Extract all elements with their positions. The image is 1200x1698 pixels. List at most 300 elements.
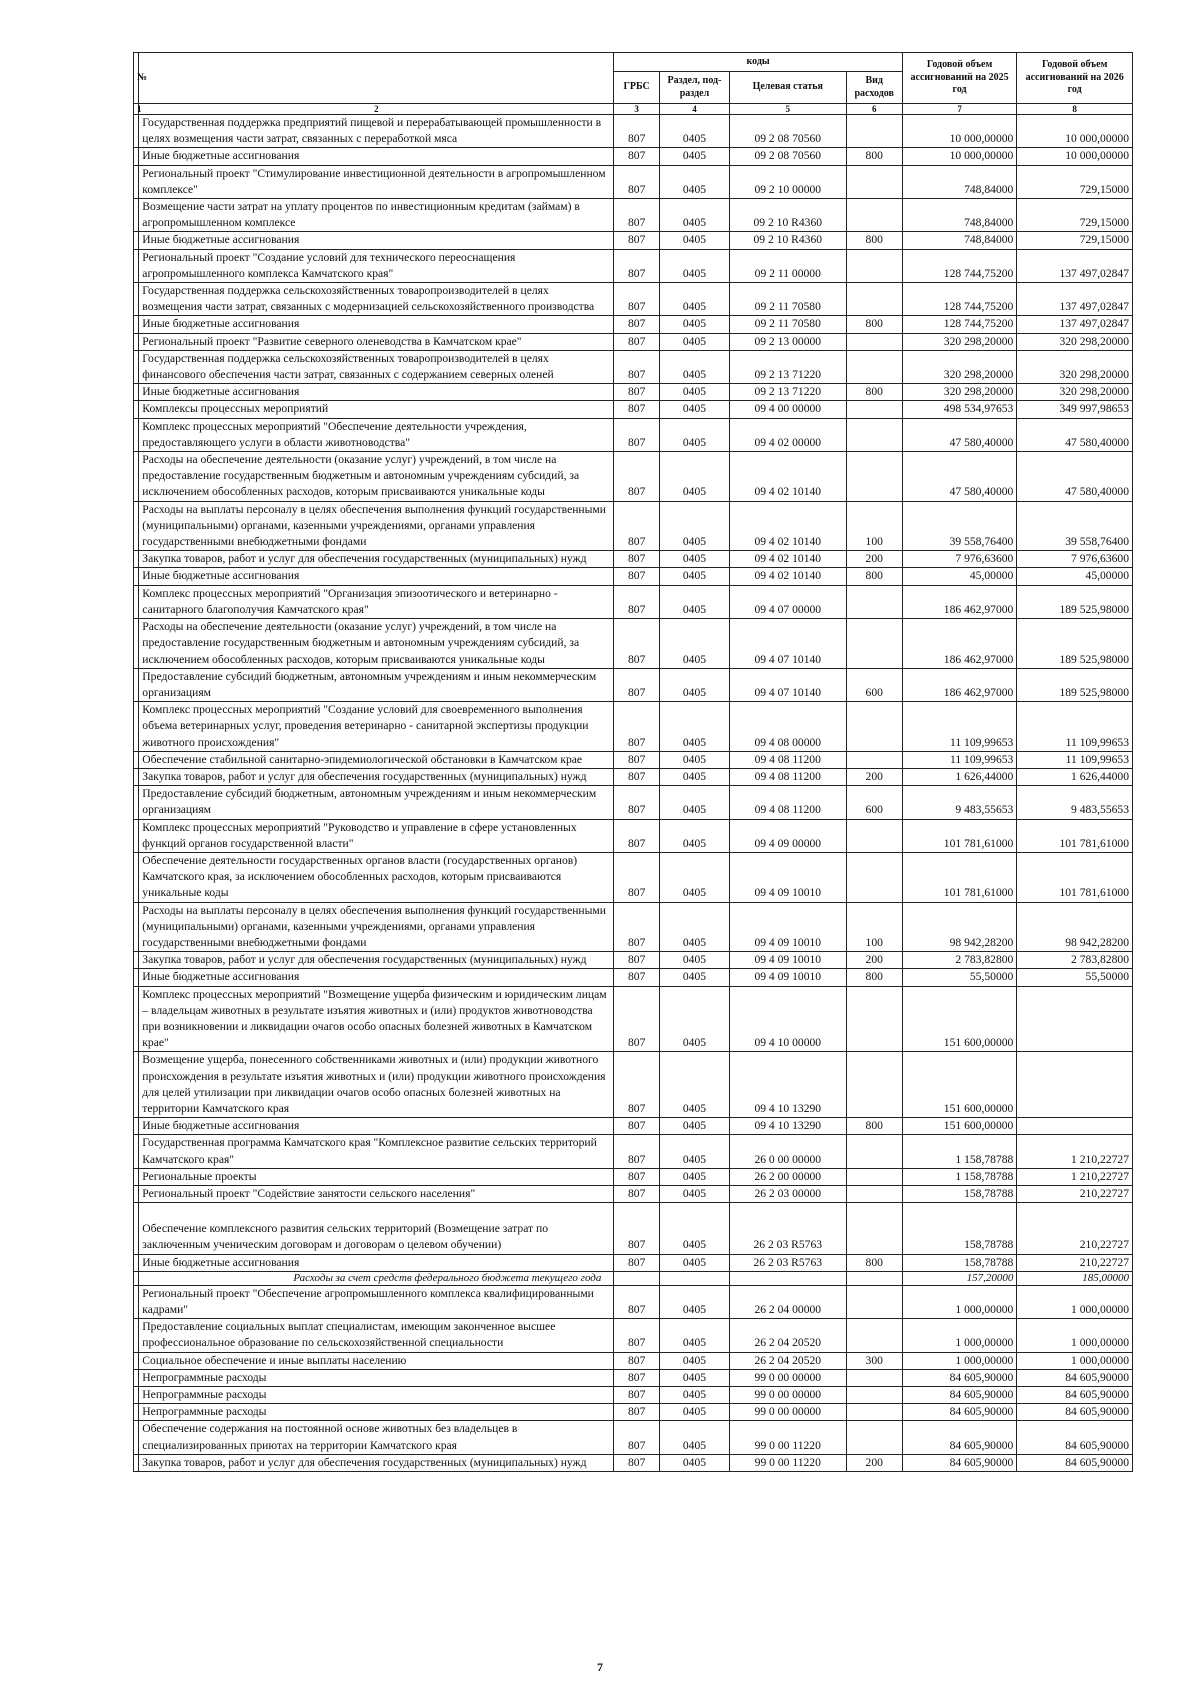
row-amount-2026: 10 000,00000	[1017, 115, 1133, 148]
table-row	[134, 751, 1133, 768]
row-razdel: 0405	[659, 952, 729, 969]
row-name: Непрограммные расходы	[139, 1369, 614, 1386]
table-row	[134, 568, 1133, 585]
row-razdel: 0405	[659, 668, 729, 701]
row-expense-type: 800	[846, 232, 902, 249]
budget-sheet	[133, 52, 1133, 1472]
row-grbs: 807	[614, 316, 660, 333]
row-expense-type	[846, 1135, 902, 1168]
row-amount-2025: 151 600,00000	[902, 1052, 1017, 1118]
table-row	[134, 1369, 1133, 1386]
row-name: Обеспечение содержания на постоянной основе животных без владельцев в специализированных приютах на территории Камчатского края	[139, 1421, 614, 1454]
row-grbs: 807	[614, 1369, 660, 1386]
row-amount-2025: 101 781,61000	[902, 819, 1017, 852]
row-amount-2026: 729,15000	[1017, 232, 1133, 249]
row-amount-2025: 158,78788	[902, 1203, 1017, 1254]
row-razdel: 0405	[659, 501, 729, 551]
row-amount-2025: 151 600,00000	[902, 1118, 1017, 1135]
row-amount-2025: 84 605,90000	[902, 1404, 1017, 1421]
row-name: Предоставление социальных выплат специалистам, имеющим законченное высшее профессиональное образование по сельскохозяйственной специальности	[139, 1319, 614, 1352]
row-expense-type	[846, 1186, 902, 1203]
row-name: Региональный проект "Стимулирование инвестиционной деятельности в агропромышленном комплексе"	[139, 165, 614, 198]
row-razdel: 0405	[659, 199, 729, 232]
row-name: Региональные проекты	[139, 1168, 614, 1185]
row-target-article: 09 4 10 13290	[729, 1052, 846, 1118]
row-grbs: 807	[614, 585, 660, 618]
row-grbs: 807	[614, 1454, 660, 1471]
table-row	[134, 986, 1133, 1052]
row-amount-2026: 11 109,99653	[1017, 751, 1133, 768]
row-amount-2026: 137 497,02847	[1017, 249, 1133, 282]
row-amount-2025: 10 000,00000	[902, 148, 1017, 165]
row-amount-2025: 128 744,75200	[902, 249, 1017, 282]
row-name: Возмещение ущерба, понесенного собственниками животных и (или) продукции животного происхождения в результате изъятия животных и (или) продукции животного происхождения для целей утилизации при ликвидации очагов особо опасных болезней животных на территории Камчатского края	[139, 1052, 614, 1118]
row-razdel: 0405	[659, 902, 729, 952]
row-amount-2025: 101 781,61000	[902, 852, 1017, 902]
row-expense-type	[846, 619, 902, 669]
row-amount-2025: 11 109,99653	[902, 751, 1017, 768]
row-amount-2025: 1 626,44000	[902, 768, 1017, 785]
row-name: Расходы на обеспечение деятельности (оказание услуг) учреждений, в том числе на предоставление государственным бюджетным и автономным учреждениям субсидий, за исключением обособленных расходов, которым присваиваются уникальные коды	[139, 452, 614, 502]
row-razdel: 0405	[659, 786, 729, 819]
row-amount-2025: 320 298,20000	[902, 384, 1017, 401]
table-row	[134, 283, 1133, 316]
table-row	[134, 619, 1133, 669]
table-row	[134, 819, 1133, 852]
table-body	[134, 115, 1133, 1472]
row-grbs: 807	[614, 1319, 660, 1352]
row-expense-type: 800	[846, 316, 902, 333]
row-grbs: 807	[614, 986, 660, 1052]
table-row	[134, 401, 1133, 418]
row-amount-2025: 39 558,76400	[902, 501, 1017, 551]
row-razdel: 0405	[659, 333, 729, 350]
row-expense-type: 800	[846, 384, 902, 401]
row-name: Предоставление субсидий бюджетным, автономным учреждениям и иным некоммерческим организациям	[139, 786, 614, 819]
row-amount-2026: 137 497,02847	[1017, 283, 1133, 316]
row-razdel: 0405	[659, 751, 729, 768]
header-index: 4	[659, 104, 729, 115]
row-amount-2026: 320 298,20000	[1017, 333, 1133, 350]
row-target-article: 99 0 00 00000	[729, 1369, 846, 1386]
row-target-article: 09 4 00 00000	[729, 401, 846, 418]
table-row	[134, 350, 1133, 383]
table-row	[134, 148, 1133, 165]
header-index: 2	[139, 104, 614, 115]
row-amount-2025: 158,78788	[902, 1186, 1017, 1203]
row-amount-2026	[1017, 1118, 1133, 1135]
row-expense-type: 200	[846, 551, 902, 568]
table-row	[134, 115, 1133, 148]
row-expense-type	[846, 418, 902, 451]
table-row	[134, 585, 1133, 618]
row-target-article: 09 4 02 10140	[729, 501, 846, 551]
header-celevaya: Целевая статья	[729, 72, 846, 104]
row-amount-2025: 320 298,20000	[902, 333, 1017, 350]
row-amount-2026: 10 000,00000	[1017, 148, 1133, 165]
row-amount-2025: 128 744,75200	[902, 283, 1017, 316]
row-target-article: 09 2 11 70580	[729, 316, 846, 333]
row-grbs: 807	[614, 199, 660, 232]
row-name: Комплекс процессных мероприятий "Организация эпизоотического и ветеринарно - санитарного благополучия Камчатского края"	[139, 585, 614, 618]
row-target-article: 09 4 02 10140	[729, 551, 846, 568]
row-name: Комплексы процессных мероприятий	[139, 401, 614, 418]
row-expense-type	[846, 1421, 902, 1454]
row-name: Региональный проект "Содействие занятости сельского населения"	[139, 1186, 614, 1203]
row-amount-2026: 101 781,61000	[1017, 819, 1133, 852]
row-amount-2025: 45,00000	[902, 568, 1017, 585]
row-razdel: 0405	[659, 1203, 729, 1254]
row-razdel: 0405	[659, 852, 729, 902]
row-target-article: 26 2 04 20520	[729, 1319, 846, 1352]
row-name: Иные бюджетные ассигнования	[139, 384, 614, 401]
row-amount-2026: 84 605,90000	[1017, 1421, 1133, 1454]
row-name: Комплекс процессных мероприятий "Создание условий для своевременного выполнения объема ветеринарных услуг, проведения ветеринарно - санитарной экспертизы продукции животного происхождения"	[139, 702, 614, 752]
header-number: №	[134, 53, 139, 104]
row-razdel: 0405	[659, 1369, 729, 1386]
row-amount-2025: 748,84000	[902, 165, 1017, 198]
row-amount-2025: 498 534,97653	[902, 401, 1017, 418]
row-expense-type	[846, 751, 902, 768]
row-name: Закупка товаров, работ и услуг для обеспечения государственных (муниципальных) нужд	[139, 1454, 614, 1471]
row-grbs: 807	[614, 819, 660, 852]
row-amount-2026	[1017, 986, 1133, 1052]
row-expense-type	[846, 819, 902, 852]
row-razdel: 0405	[659, 1404, 729, 1421]
row-razdel: 0405	[659, 401, 729, 418]
table-row	[134, 199, 1133, 232]
row-name: Иные бюджетные ассигнования	[139, 232, 614, 249]
header-year-2026: Годовой объем ассигнований на 2026 год	[1017, 53, 1133, 104]
row-grbs: 807	[614, 350, 660, 383]
table-row	[134, 1352, 1133, 1369]
row-target-article: 09 4 09 10010	[729, 969, 846, 986]
header-index: 5	[729, 104, 846, 115]
row-grbs: 807	[614, 902, 660, 952]
row-amount-2025: 84 605,90000	[902, 1387, 1017, 1404]
row-expense-type	[846, 333, 902, 350]
table-row	[134, 668, 1133, 701]
table-row	[134, 952, 1133, 969]
row-grbs: 807	[614, 768, 660, 785]
federal-funds-row	[134, 1271, 1133, 1285]
row-amount-2026: 185,00000	[1017, 1271, 1133, 1285]
row-grbs: 807	[614, 551, 660, 568]
row-razdel: 0405	[659, 969, 729, 986]
row-razdel: 0405	[659, 585, 729, 618]
row-target-article: 26 0 00 00000	[729, 1135, 846, 1168]
row-grbs: 807	[614, 333, 660, 350]
row-amount-2025: 2 783,82800	[902, 952, 1017, 969]
row-grbs: 807	[614, 568, 660, 585]
row-target-article: 09 4 02 10140	[729, 452, 846, 502]
row-amount-2026: 729,15000	[1017, 165, 1133, 198]
row-name: Государственная поддержка сельскохозяйственных товаропроизводителей в целях финансового обеспечения части затрат, связанных с содержанием северных оленей	[139, 350, 614, 383]
row-name: Расходы на выплаты персоналу в целях обеспечения выполнения функций государственными (муниципальными) органами, казенными учреждениями, органами управления государственными внебюджетными фондами	[139, 501, 614, 551]
row-target-article: 09 4 09 10010	[729, 902, 846, 952]
row-amount-2026: 84 605,90000	[1017, 1454, 1133, 1471]
table-row	[134, 452, 1133, 502]
table-row	[134, 1319, 1133, 1352]
row-amount-2026: 55,50000	[1017, 969, 1133, 986]
row-razdel: 0405	[659, 768, 729, 785]
row-razdel: 0405	[659, 1421, 729, 1454]
row-grbs: 807	[614, 952, 660, 969]
row-target-article: 09 4 09 00000	[729, 819, 846, 852]
row-name: Региональный проект "Развитие северного оленеводства в Камчатском крае"	[139, 333, 614, 350]
row-expense-type: 200	[846, 1454, 902, 1471]
table-row	[134, 1285, 1133, 1318]
row-amount-2026: 1 000,00000	[1017, 1352, 1133, 1369]
row-razdel: 0405	[659, 1352, 729, 1369]
row-name: Иные бюджетные ассигнования	[139, 148, 614, 165]
row-name: Закупка товаров, работ и услуг для обеспечения государственных (муниципальных) нужд	[139, 768, 614, 785]
row-amount-2026: 210,22727	[1017, 1254, 1133, 1271]
row-name: Расходы на обеспечение деятельности (оказание услуг) учреждений, в том числе на предоставление государственным бюджетным и автономным учреждениям субсидий, за исключением обособленных расходов, которым присваиваются уникальные коды	[139, 619, 614, 669]
table-row	[134, 1118, 1133, 1135]
row-target-article: 09 4 09 10010	[729, 852, 846, 902]
row-expense-type	[846, 1203, 902, 1254]
table-row	[134, 1203, 1133, 1254]
row-amount-2026: 11 109,99653	[1017, 702, 1133, 752]
row-target-article: 09 2 11 70580	[729, 283, 846, 316]
row-amount-2026: 189 525,98000	[1017, 668, 1133, 701]
row-amount-2026: 47 580,40000	[1017, 418, 1133, 451]
row-expense-type: 800	[846, 568, 902, 585]
header-index: 8	[1017, 104, 1133, 115]
row-target-article: 09 2 10 R4360	[729, 232, 846, 249]
row-expense-type	[846, 283, 902, 316]
row-expense-type: 100	[846, 902, 902, 952]
row-name: Государственная поддержка сельскохозяйственных товаропроизводителей в целях возмещения части затрат, связанных с модернизацией сельскохозяйственного производства	[139, 283, 614, 316]
row-expense-type	[846, 1168, 902, 1185]
row-name: Иные бюджетные ассигнования	[139, 969, 614, 986]
row-amount-2026: 98 942,28200	[1017, 902, 1133, 952]
table-row	[134, 1052, 1133, 1118]
row-expense-type	[846, 585, 902, 618]
row-razdel: 0405	[659, 1118, 729, 1135]
row-amount-2026: 189 525,98000	[1017, 585, 1133, 618]
row-amount-2025: 84 605,90000	[902, 1369, 1017, 1386]
row-amount-2025: 10 000,00000	[902, 115, 1017, 148]
row-amount-2026: 101 781,61000	[1017, 852, 1133, 902]
row-amount-2025: 7 976,63600	[902, 551, 1017, 568]
row-target-article: 09 2 10 00000	[729, 165, 846, 198]
table-row	[134, 418, 1133, 451]
table-row	[134, 902, 1133, 952]
row-name: Расходы на выплаты персоналу в целях обеспечения выполнения функций государственными (муниципальными) органами, казенными учреждениями, органами управления государственными внебюджетными фондами	[139, 902, 614, 952]
row-grbs: 807	[614, 1186, 660, 1203]
row-target-article: 09 2 13 71220	[729, 350, 846, 383]
row-razdel: 0405	[659, 986, 729, 1052]
row-grbs: 807	[614, 1052, 660, 1118]
row-expense-type	[846, 1319, 902, 1352]
row-grbs: 807	[614, 1203, 660, 1254]
row-razdel: 0405	[659, 1168, 729, 1185]
row-name: Иные бюджетные ассигнования	[139, 316, 614, 333]
header-vid: Вид расходов	[846, 72, 902, 104]
row-razdel: 0405	[659, 1387, 729, 1404]
row-razdel: 0405	[659, 1186, 729, 1203]
table-row	[134, 786, 1133, 819]
row-amount-2025: 1 000,00000	[902, 1352, 1017, 1369]
row-expense-type	[846, 1052, 902, 1118]
table-row	[134, 165, 1133, 198]
row-name: Комплекс процессных мероприятий "Возмещение ущерба физическим и юридическим лицам – владельцам животных в результате изъятия животных и (или) продуктов животноводства при возникновении и ликвидации очагов особо опасных болезней животных в Камчатском крае"	[139, 986, 614, 1052]
table-row	[134, 1421, 1133, 1454]
row-target-article: 09 4 02 00000	[729, 418, 846, 451]
row-grbs: 807	[614, 1285, 660, 1318]
row-name: Социальное обеспечение и иные выплаты населению	[139, 1352, 614, 1369]
row-expense-type	[846, 452, 902, 502]
row-amount-2026: 9 483,55653	[1017, 786, 1133, 819]
row-amount-2025: 1 000,00000	[902, 1319, 1017, 1352]
row-grbs: 807	[614, 668, 660, 701]
row-target-article: 99 0 00 00000	[729, 1404, 846, 1421]
row-amount-2026: 189 525,98000	[1017, 619, 1133, 669]
row-target-article: 09 4 09 10010	[729, 952, 846, 969]
row-razdel: 0405	[659, 568, 729, 585]
row-name: Комплекс процессных мероприятий "Обеспечение деятельности учреждения, предоставляющего услуги в области животноводства"	[139, 418, 614, 451]
row-grbs: 807	[614, 852, 660, 902]
row-grbs: 807	[614, 401, 660, 418]
row-expense-type	[846, 702, 902, 752]
row-expense-type	[846, 165, 902, 198]
row-razdel: 0405	[659, 384, 729, 401]
row-target-article: 09 2 13 00000	[729, 333, 846, 350]
row-target-article: 09 2 08 70560	[729, 148, 846, 165]
row-amount-2026: 729,15000	[1017, 199, 1133, 232]
row-amount-2025: 11 109,99653	[902, 702, 1017, 752]
table-header	[134, 53, 1133, 115]
row-amount-2026: 84 605,90000	[1017, 1387, 1133, 1404]
row-amount-2025: 1 000,00000	[902, 1285, 1017, 1318]
row-amount-2026: 39 558,76400	[1017, 501, 1133, 551]
row-expense-type	[846, 401, 902, 418]
row-expense-type: 100	[846, 501, 902, 551]
row-razdel: 0405	[659, 249, 729, 282]
row-expense-type: 600	[846, 668, 902, 701]
row-grbs: 807	[614, 1254, 660, 1271]
row-amount-2025: 84 605,90000	[902, 1421, 1017, 1454]
row-grbs: 807	[614, 232, 660, 249]
row-grbs: 807	[614, 384, 660, 401]
row-amount-2025: 1 158,78788	[902, 1168, 1017, 1185]
row-target-article: 09 2 08 70560	[729, 115, 846, 148]
row-target-article: 09 4 10 13290	[729, 1118, 846, 1135]
row-target-article: 99 0 00 11220	[729, 1454, 846, 1471]
row-amount-2026: 1 210,22727	[1017, 1135, 1133, 1168]
row-target-article: 09 2 10 R4360	[729, 199, 846, 232]
row-amount-2026: 84 605,90000	[1017, 1369, 1133, 1386]
header-grbs: ГРБС	[614, 72, 660, 104]
table-row	[134, 1254, 1133, 1271]
row-name: Непрограммные расходы	[139, 1404, 614, 1421]
row-razdel: 0405	[659, 1052, 729, 1118]
row-razdel: 0405	[659, 316, 729, 333]
row-amount-2025: 98 942,28200	[902, 902, 1017, 952]
row-amount-2025: 186 462,97000	[902, 668, 1017, 701]
row-grbs: 807	[614, 165, 660, 198]
row-grbs: 807	[614, 702, 660, 752]
row-razdel: 0405	[659, 1254, 729, 1271]
table-row	[134, 702, 1133, 752]
row-amount-2025: 157,20000	[902, 1271, 1017, 1285]
row-grbs: 807	[614, 452, 660, 502]
row-grbs: 807	[614, 1404, 660, 1421]
row-name: Региональный проект "Обеспечение агропромышленного комплекса квалифицированными кадрами"	[139, 1285, 614, 1318]
row-name: Предоставление субсидий бюджетным, автономным учреждениям и иным некоммерческим организациям	[139, 668, 614, 701]
row-amount-2025: 158,78788	[902, 1254, 1017, 1271]
row-target-article: 09 4 08 11200	[729, 786, 846, 819]
row-expense-type	[846, 249, 902, 282]
row-razdel: 0405	[659, 148, 729, 165]
row-grbs: 807	[614, 1135, 660, 1168]
row-name: Государственная программа Камчатского края "Комплексное развитие сельских территорий Камчатского края"	[139, 1135, 614, 1168]
row-name: Комплекс процессных мероприятий "Руководство и управление в сфере установленных функций органов государственной власти"	[139, 819, 614, 852]
row-amount-2025: 186 462,97000	[902, 619, 1017, 669]
row-amount-2025: 128 744,75200	[902, 316, 1017, 333]
row-target-article: 99 0 00 11220	[729, 1421, 846, 1454]
row-grbs: 807	[614, 283, 660, 316]
row-amount-2026: 47 580,40000	[1017, 452, 1133, 502]
row-expense-type	[846, 852, 902, 902]
row-razdel: 0405	[659, 452, 729, 502]
row-amount-2025: 47 580,40000	[902, 418, 1017, 451]
row-razdel: 0405	[659, 619, 729, 669]
row-name: Региональный проект "Создание условий для технического переоснащения агропромышленного комплекса Камчатского края"	[139, 249, 614, 282]
row-expense-type: 800	[846, 969, 902, 986]
row-target-article: 09 2 11 00000	[729, 249, 846, 282]
row-razdel: 0405	[659, 702, 729, 752]
table-row	[134, 333, 1133, 350]
budget-table	[133, 52, 1133, 1472]
row-target-article: 09 4 07 10140	[729, 668, 846, 701]
row-expense-type	[846, 1387, 902, 1404]
row-target-article: 26 2 04 00000	[729, 1285, 846, 1318]
row-expense-type	[846, 1285, 902, 1318]
table-row	[134, 1454, 1133, 1471]
row-expense-type: 800	[846, 1254, 902, 1271]
row-target-article: 09 4 08 11200	[729, 751, 846, 768]
row-name: Закупка товаров, работ и услуг для обеспечения государственных (муниципальных) нужд	[139, 551, 614, 568]
row-name: Иные бюджетные ассигнования	[139, 1254, 614, 1271]
row-amount-2026: 45,00000	[1017, 568, 1133, 585]
row-razdel: 0405	[659, 551, 729, 568]
row-target-article: 09 4 07 10140	[729, 619, 846, 669]
row-amount-2026: 137 497,02847	[1017, 316, 1133, 333]
row-razdel: 0405	[659, 1285, 729, 1318]
row-expense-type	[846, 350, 902, 383]
row-razdel: 0405	[659, 1135, 729, 1168]
row-expense-type: 200	[846, 952, 902, 969]
row-amount-2025: 748,84000	[902, 232, 1017, 249]
row-target-article: 26 2 03 00000	[729, 1186, 846, 1203]
row-amount-2025: 1 158,78788	[902, 1135, 1017, 1168]
table-row	[134, 852, 1133, 902]
table-row	[134, 768, 1133, 785]
row-razdel	[659, 1271, 729, 1285]
row-expense-type	[846, 115, 902, 148]
row-expense-type	[846, 1404, 902, 1421]
row-amount-2026: 210,22727	[1017, 1186, 1133, 1203]
row-amount-2025: 84 605,90000	[902, 1454, 1017, 1471]
row-name: Обеспечение стабильной санитарно-эпидемиологической обстановки в Камчатском крае	[139, 751, 614, 768]
row-amount-2026: 84 605,90000	[1017, 1404, 1133, 1421]
row-expense-type: 800	[846, 1118, 902, 1135]
row-name: Обеспечение деятельности государственных органов власти (государственных органов) Камчатского края, за исключением обособленных расходов, которым присваиваются уникальные коды	[139, 852, 614, 902]
header-index: 7	[902, 104, 1017, 115]
